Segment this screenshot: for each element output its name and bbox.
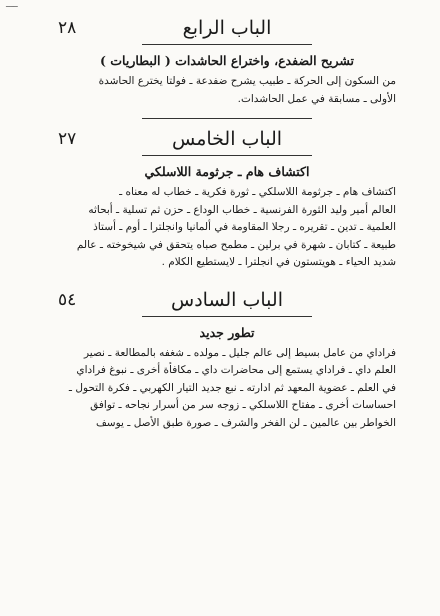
chapter-heading-4 [58,14,396,42]
summary-line: العلمية ـ تدين ـ تقريره ـ رجلا المقاومة في ألمانيا وانجلترا ـ أوم ـ أستاذ [93,221,396,233]
summary-line: الخواطر بين عالمين ـ لن الفخر والشرف ـ صورة طبق الأصل ـ يوسف [95,416,396,429]
corner-mark: ـــــ [6,0,18,9]
section-title: اكتشاف هام ـ جرثومة اللاسلكي [144,164,310,179]
section-title: تطور جديد [199,324,255,340]
chapter-title: الباب السادس [171,288,283,311]
summary-line: العالم أمير وليد الثورة الفرنسية ـ خطاب الوداع ـ حزن ثم تسلية ـ أبحاثه [88,203,396,216]
summary-line: في العلم ـ عضوية المعهد ثم ادارته ـ نبع جديد التيار الكهربي ـ فكرة التحول ـ [68,381,396,394]
divider [142,44,312,45]
summary-line: اكتشاف هام ـ جرثومة اللاسلكي ـ ثورة فكرية ـ خطاب له معناه ـ [119,186,396,198]
summary-line: العلم داي ـ فراداي يستمع إلى محاضرات داي ـ مكافأة أخرى ـ نبوغ فراداي [76,364,396,376]
summary-line: شديد الحياء ـ هويتستون في انجلترا ـ لايستطيع الكلام . [161,256,396,268]
chapter-summary [58,184,396,272]
chapter-heading-6 [58,286,396,314]
summary-line: طبيعة ـ كتابان ـ شهرة في برلين ـ مطمح صباه يتحقق في شيخوخته ـ عالم [76,238,396,251]
page-number: ٢٨ [58,18,77,38]
divider [142,155,312,156]
page-number: ٢٧ [58,129,77,149]
section-title: تشريح الضفدع، واختراع الحاشدات ( البطاريات ) [100,53,354,68]
summary-line: الأولى ـ مسابقة في عمل الحاشدات. [237,92,396,105]
divider [142,118,312,119]
summary-line: من السكون إلى الحركة ـ طبيب يشرح ضفدعة ـ فولتا يخترع الحاشدة [98,75,396,87]
chapter-heading-5 [58,125,396,153]
chapter-title: الباب الرابع [182,17,272,39]
page-number: ٥٤ [58,289,77,310]
summary-line: فراداي من عامل بسيط إلى عالم جليل ـ مولده ـ شغفه بالمطالعة ـ نصير [83,346,396,359]
divider [142,316,312,317]
chapter-summary [58,73,396,108]
chapter-summary [58,345,396,433]
summary-line: احساسات أخرى ـ مفتاح اللاسلكي ـ زوجه سر من أسرار نجاحه ـ توافق [90,399,396,411]
chapter-title: الباب الخامس [171,128,283,150]
